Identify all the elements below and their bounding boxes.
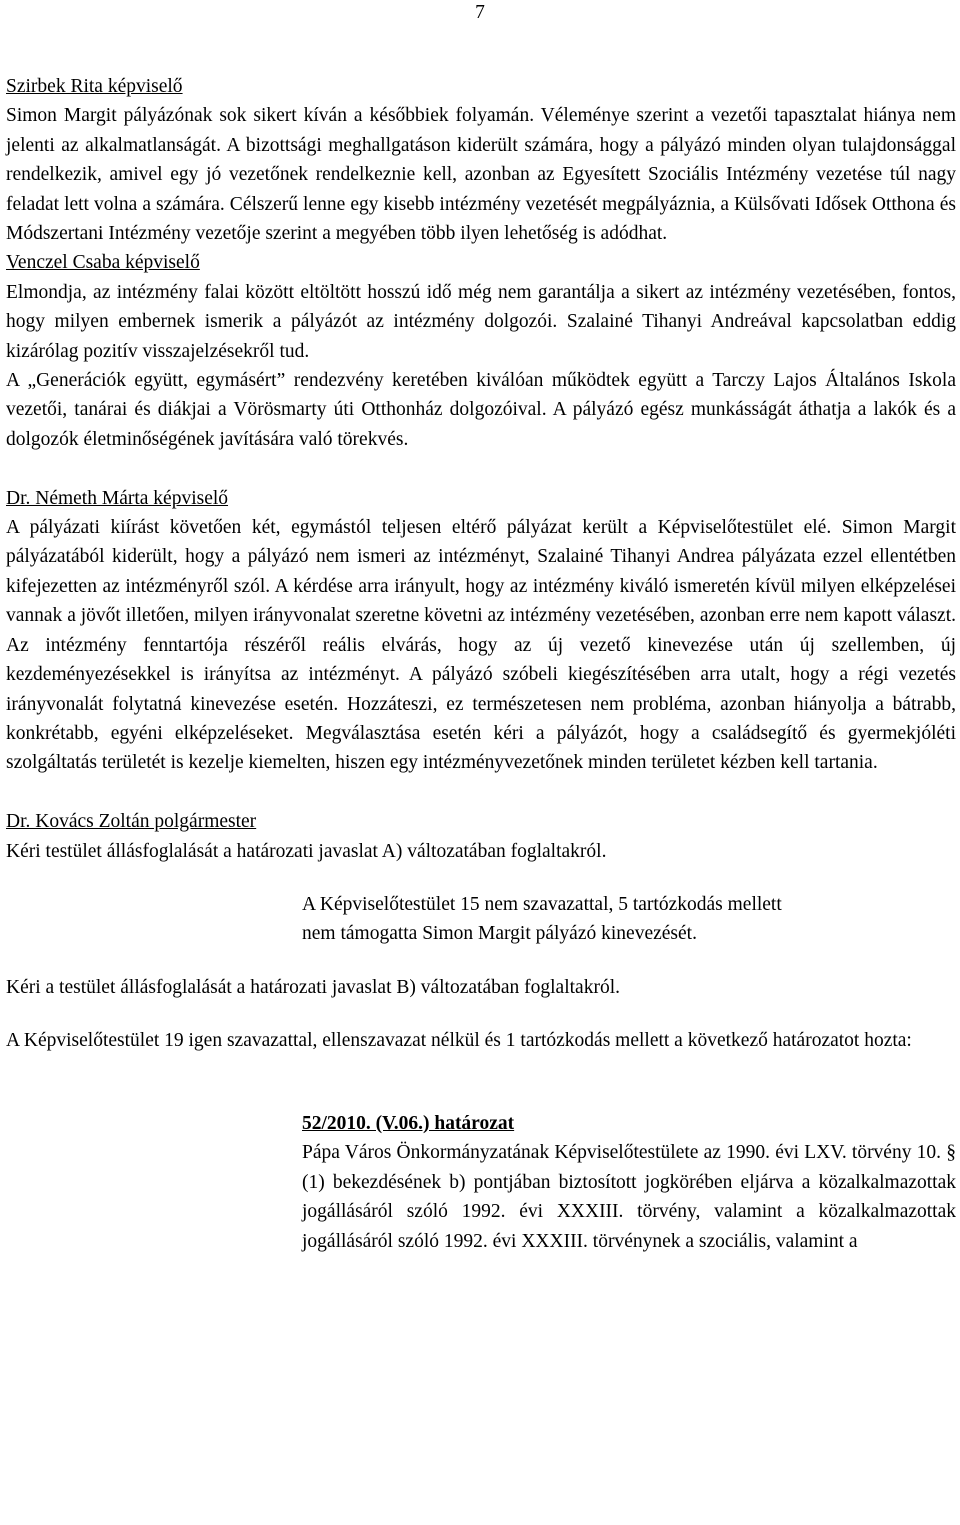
decision-title: 52/2010. (V.06.) határozat	[302, 1112, 515, 1134]
spacer	[6, 1085, 956, 1109]
paragraph-nemeth: A pályázati kiírást követően két, egymástól teljesen eltérő pályázat került a Képviselőtestület elé. Simon Margit pályázatából kiderült, hogy a pályázó nem ismeri az intézményt, Szalainé Tihanyi Andrea pályázata ezzel ellentétben kifejezetten az intézményről szól. A kérdése arra irányult, hogy az intézmény kiváló ismeretén kívül milyen elképzelései vannak a jövőt illetően, milyen irányvonalat szeretne követni az intézmény vezetésében, azonban erre nem kapott választ. Az intézmény fenntartója részéről reális elvárás, hogy az új vezető kinevezése után új szellemben, új kezdeményezésekkel is irányítsa az intézményt. A pályázó szóbeli kiegészítésében arra utalt, hogy a régi vezetés irányvonalát folytatná kinevezése esetén. Hozzáteszi, ez természetesen nem probléma, azonban hiányolja a bátrabb, konkrétabb, egyéni elképzeléseket. Megválasztása esetén kéri a pályázót, hogy a családsegítő és gyermekjóléti szolgáltatás területét is kezelje kiemelten, hiszen egy intézményvezetőnek minden területet kézben kell tartania.	[6, 517, 956, 774]
speaker-kovacs: Dr. Kovács Zoltán polgármester	[6, 811, 257, 833]
decision-text: Pápa Város Önkormányzatának Képviselőtestülete az 1990. évi LXV. törvény 10. § (1) bekezdésének b) pontjában biztosított jogkörében eljárva a közalkalmazottak jogállásáról szóló 1992. évi XXXIII. törvény, valamint a közalkalmazottak jogállásáról szóló 1992. évi XXXIII. törvénynek a szociális, valamint a	[302, 1142, 956, 1252]
spacer	[6, 1002, 956, 1026]
page-number: 7	[475, 2, 485, 23]
spacer	[6, 1056, 956, 1085]
spacer	[6, 866, 956, 890]
spacer	[6, 454, 956, 483]
speaker-venczel: Venczel Csaba képviselő	[6, 252, 200, 274]
spacer	[6, 949, 956, 973]
paragraph-vote-b: A Képviselőtestület 19 igen szavazattal, ellenszavazat nélkül és 1 tartózkodás mellett a következő határozatot hozta:	[6, 1030, 912, 1052]
speaker-szirbek: Szirbek Rita képviselő	[6, 76, 183, 97]
paragraph-request-b: Kéri a testület állásfoglalását a határozati javaslat B) változatában foglaltakról.	[6, 976, 620, 998]
paragraph-venczel-2: A „Generációk együtt, egymásért” rendezvény keretében kiválóan működtek együtt a Tarczy Lajos Általános Iskola vezetői, tanárai és diákjai a Vörösmarty úti Otthonház dolgozóival. A pályázó egész munkásságát áthatja a lakók és a dolgozók életminőségének javítására való törekvés.	[6, 370, 956, 450]
vote-result-a	[302, 890, 956, 949]
paragraph-venczel-1: Elmondja, az intézmény falai között eltöltött hosszú idő még nem garantálja a sikert az intézmény vezetésében, fontos, hogy milyen embernek ismerik a pályázót az intézmény dolgozói. Szalainé Tihanyi Andreával kapcsolatban eddig kizárólag pozitív visszajelzésekről tud.	[6, 281, 956, 362]
paragraph-szirbek: Simon Margit pályázónak sok sikert kíván a későbbiek folyamán. Véleménye szerint a vezetői tapasztalat hiánya nem jelenti az alkalmatlanságát. A bizottsági meghallgatáson kiderült számára, hogy a pályázó minden olyan tulajdonsággal rendelkezik, amivel egy jó vezetőnek rendelkeznie kell, azonban az Egyesített Szociális Intézmény vezetése túl nagy feladat lett volna a számára. Célszerű lenne egy kisebb intézmény vezetését megpályáznia, a Külsővati Idősek Otthona és Módszertani Intézmény vezetője szerint a megyében több ilyen lehetőség is adódhat.	[6, 105, 956, 245]
document-body	[6, 72, 956, 1256]
speaker-nemeth: Dr. Németh Márta képviselő	[6, 487, 229, 509]
vote-result-a-line2: nem támogatta Simon Margit pályázó kinevezését.	[302, 923, 697, 945]
paragraph-kovacs: Kéri testület állásfoglalását a határozati javaslat A) változatában foglaltakról.	[6, 840, 607, 862]
decision-block	[302, 1109, 956, 1256]
spacer	[6, 778, 956, 807]
vote-result-a-line1: A Képviselőtestület 15 nem szavazattal, 5 tartózkodás mellett	[302, 893, 782, 915]
